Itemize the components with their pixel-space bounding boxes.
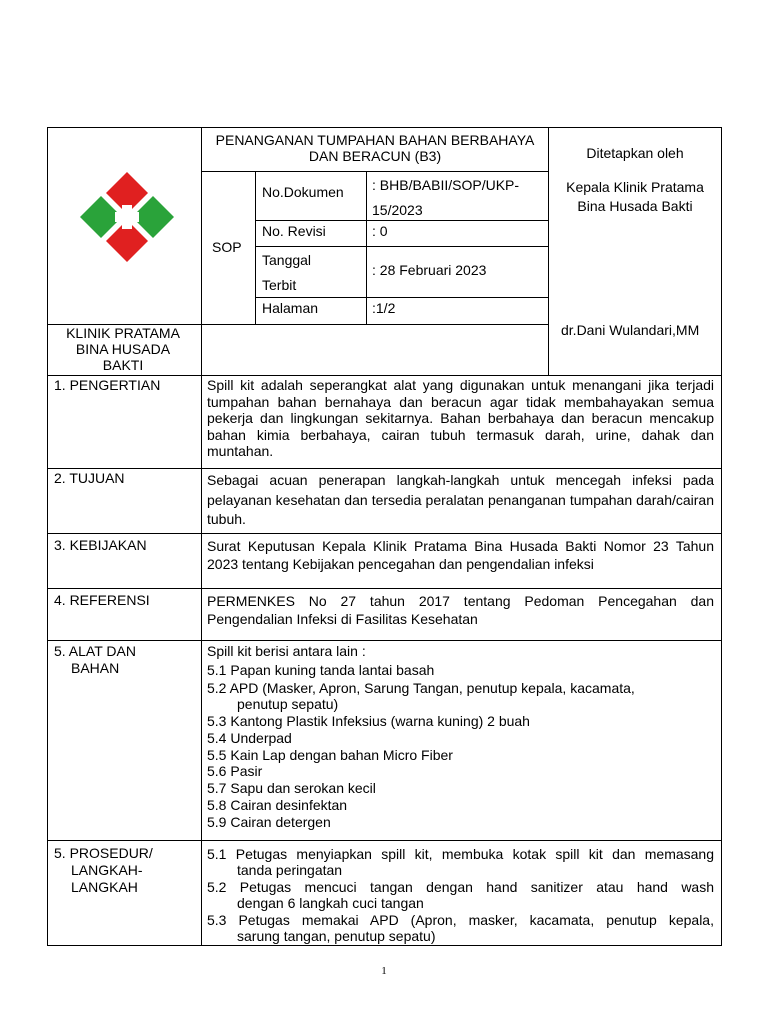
list-item: 5.3 Kantong Plastik Infeksius (warna kuning) 2 buah [207,713,530,729]
pengertian-label: 1. PENGERTIAN [54,377,161,393]
document-title: PENANGANAN TUMPAHAN BAHAN BERBAHAYA DAN BERACUN (B3) [215,132,535,164]
list-item: 5.4 Underpad [207,730,292,746]
alat-label-line2: BAHAN [71,660,120,676]
list-item: 5.6 Pasir [207,763,263,779]
alat-intro: Spill kit berisi antara lain : [207,643,366,659]
prosedur-label-line2: LANGKAH- [71,862,143,878]
tujuan-text: Sebagai acuan penerapan langkah-langkah untuk mencegah infeksi pada pelayanan kesehatan dan tersedia peralatan penanganan tumpahan darah/cairan tubuh. [207,472,714,527]
list-item: 5.1 Papan kuning tanda lantai basah [207,662,435,678]
table-border-left [47,127,48,945]
list-item: 5.2 APD (Masker, Apron, Sarung Tangan, penutup kepala, kacamata, [207,680,635,696]
alat-label-line1: 5. ALAT DAN [54,643,136,659]
no-dokumen-label: No.Dokumen [262,184,344,200]
ditetapkan-label: Ditetapkan oleh [586,145,684,161]
clinic-name: KLINIK PRATAMA BINA HUSADA BAKTI [66,325,180,373]
kebijakan-label: 3. KEBIJAKAN [54,537,147,553]
prosedur-step-continuation: sarung tangan, penutup sepatu) [237,928,436,944]
prosedur-step-continuation: tanda peringatan [237,862,343,878]
halaman-label: Halaman [262,300,319,316]
page-number: 1 [381,965,387,977]
kebijakan-text: Surat Keputusan Kepala Klinik Pratama Bina Husada Bakti Nomor 23 Tahun 2023 tentang Kebijakan pencegahan dan pengendalian infeksi [207,538,714,572]
list-item: 5.9 Cairan detergen [207,814,331,830]
table-border-right [721,127,722,945]
tujuan-label: 2. TUJUAN [54,470,125,486]
prosedur-step: 5.2 Petugas mencuci tangan dengan hand sanitizer atau hand wash [207,879,714,895]
no-revisi-label: No. Revisi [262,223,326,239]
prosedur-step: 5.3 Petugas memakai APD (Apron, masker, kacamata, penutup kepala, [207,912,714,928]
no-dokumen-value: : BHB/BABII/SOP/UKP-15/2023 [372,177,520,218]
prosedur-label-line3: LANGKAH [71,879,138,895]
prosedur-label-line1: 5. PROSEDUR/ [54,845,153,861]
no-revisi-value: : 0 [372,223,388,239]
pengertian-text: Spill kit adalah seperangkat alat yang digunakan untuk menangani jika terjadi tumpahan bahan bernahaya dan beracun agar tidak membahayakan semua pekerja dan lingkungan sekitarnya. Bahan berbahaya dan beracun mencakup bahan kimia berbahaya, cairan tubuh termasuk darah, urine, dahak dan muntahan. [207,377,714,459]
list-item: 5.8 Cairan desinfektan [207,797,348,813]
table-border-top [47,127,722,128]
list-item: 5.5 Kain Lap dengan bahan Micro Fiber [207,747,453,763]
penetap-name: Kepala Klinik Pratama Bina Husada Bakti [566,179,704,214]
tanggal-terbit-value: : 28 Februari 2023 [372,262,487,278]
referensi-text: PERMENKES No 27 tahun 2017 tentang Pedoman Pencegahan dan Pengendalian Infeksi di Fasilitas Kesehatan [207,593,714,627]
list-item: 5.7 Sapu dan serokan kecil [207,780,376,796]
table-border-bottom [47,945,722,946]
clinic-logo [72,167,182,267]
sop-label: SOP [212,239,242,255]
prosedur-step-continuation: dengan 6 langkah cuci tangan [237,895,424,911]
halaman-value: :1/2 [372,300,396,316]
prosedur-step: 5.1 Petugas menyiapkan spill kit, membuka kotak spill kit dan memasang [207,846,714,862]
list-item-continuation: penutup sepatu) [237,696,339,712]
signatory-name: dr.Dani Wulandari,MM [561,322,700,338]
referensi-label: 4. REFERENSI [54,592,150,608]
tanggal-terbit-label: Tanggal Terbit [262,252,312,293]
